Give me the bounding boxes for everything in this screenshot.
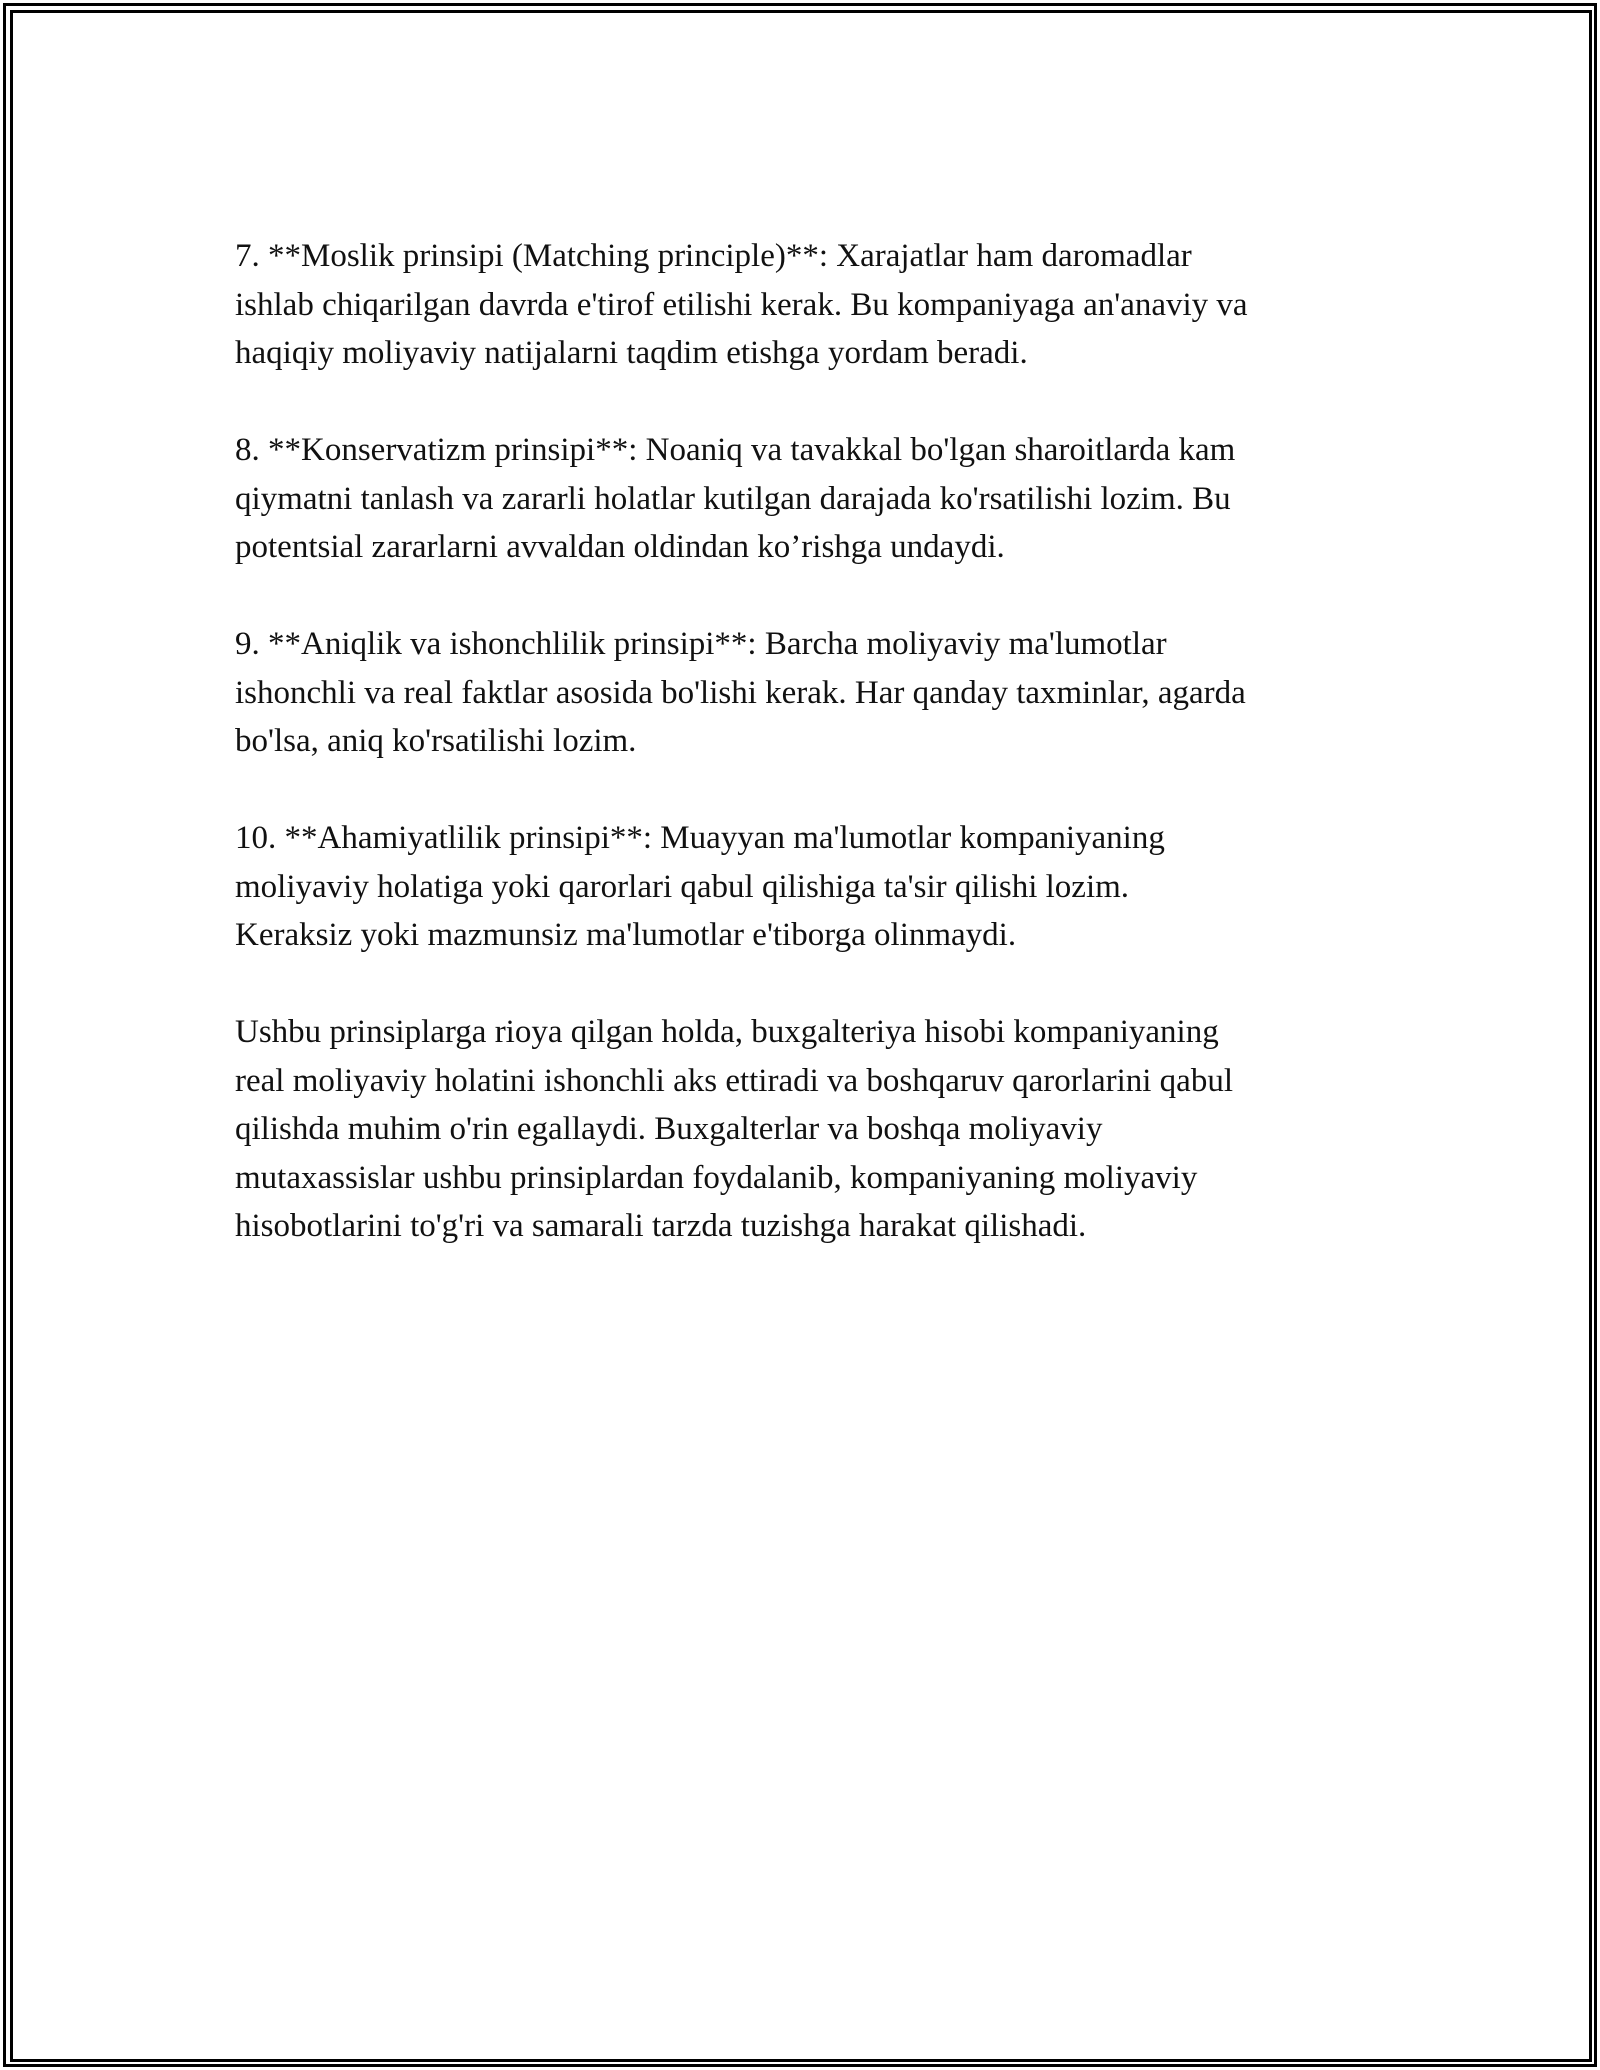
document-body xyxy=(235,232,1395,1299)
text-line: 10. **Ahamiyatlilik prinsipi**: Muayyan ma'lumotlar kompaniyaning xyxy=(235,820,1165,856)
text-line: 7. **Moslik prinsipi (Matching principle)**: Xarajatlar ham daromadlar xyxy=(235,238,1192,274)
paragraph-accuracy-principle xyxy=(235,620,1395,766)
paragraph-materiality-principle xyxy=(235,814,1395,960)
text-line: Ushbu prinsiplarga rioya qilgan holda, buxgalteriya hisobi kompaniyaning xyxy=(235,1014,1219,1050)
text-line: qilishda muhim o'rin egallaydi. Buxgalterlar va boshqa moliyaviy xyxy=(235,1111,1103,1147)
paragraph-conservatism-principle xyxy=(235,426,1395,572)
text-line: ishonchli va real faktlar asosida bo'lishi kerak. Har qanday taxminlar, agarda xyxy=(235,674,1246,711)
text-line: qiymatni tanlash va zararli holatlar kutilgan darajada ko'rsatilishi lozim. Bu xyxy=(235,480,1231,517)
text-line: moliyaviy holatiga yoki qarorlari qabul qilishiga ta'sir qilishi lozim. xyxy=(235,868,1130,905)
text-line: hisobotlarini to'g'ri va samarali tarzda tuzishga harakat qilishadi. xyxy=(235,1208,1087,1244)
paragraph-matching-principle xyxy=(235,232,1395,378)
text-line: Keraksiz yoki mazmunsiz ma'lumotlar e'tiborga olinmaydi. xyxy=(235,917,1017,953)
text-line: potentsial zararlarni avvaldan oldindan ko’rishga undaydi. xyxy=(235,529,1005,565)
text-line: haqiqiy moliyaviy natijalarni taqdim etishga yordam beradi. xyxy=(235,335,1028,371)
text-line: ishlab chiqarilgan davrda e'tirof etilishi kerak. Bu kompaniyaga an'anaviy va xyxy=(235,286,1248,323)
paragraph-conclusion xyxy=(235,1008,1395,1251)
text-line: mutaxassislar ushbu prinsiplardan foydalanib, kompaniyaning moliyaviy xyxy=(235,1159,1198,1196)
text-line: 8. **Konservatizm prinsipi**: Noaniq va tavakkal bo'lgan sharoitlarda kam xyxy=(235,432,1236,468)
text-line: 9. **Aniqlik va ishonchlilik prinsipi**: Barcha moliyaviy ma'lumotlar xyxy=(235,626,1167,662)
text-line: real moliyaviy holatini ishonchli aks ettiradi va boshqaruv qarorlarini qabul xyxy=(235,1062,1233,1099)
text-line: bo'lsa, aniq ko'rsatilishi lozim. xyxy=(235,723,637,759)
